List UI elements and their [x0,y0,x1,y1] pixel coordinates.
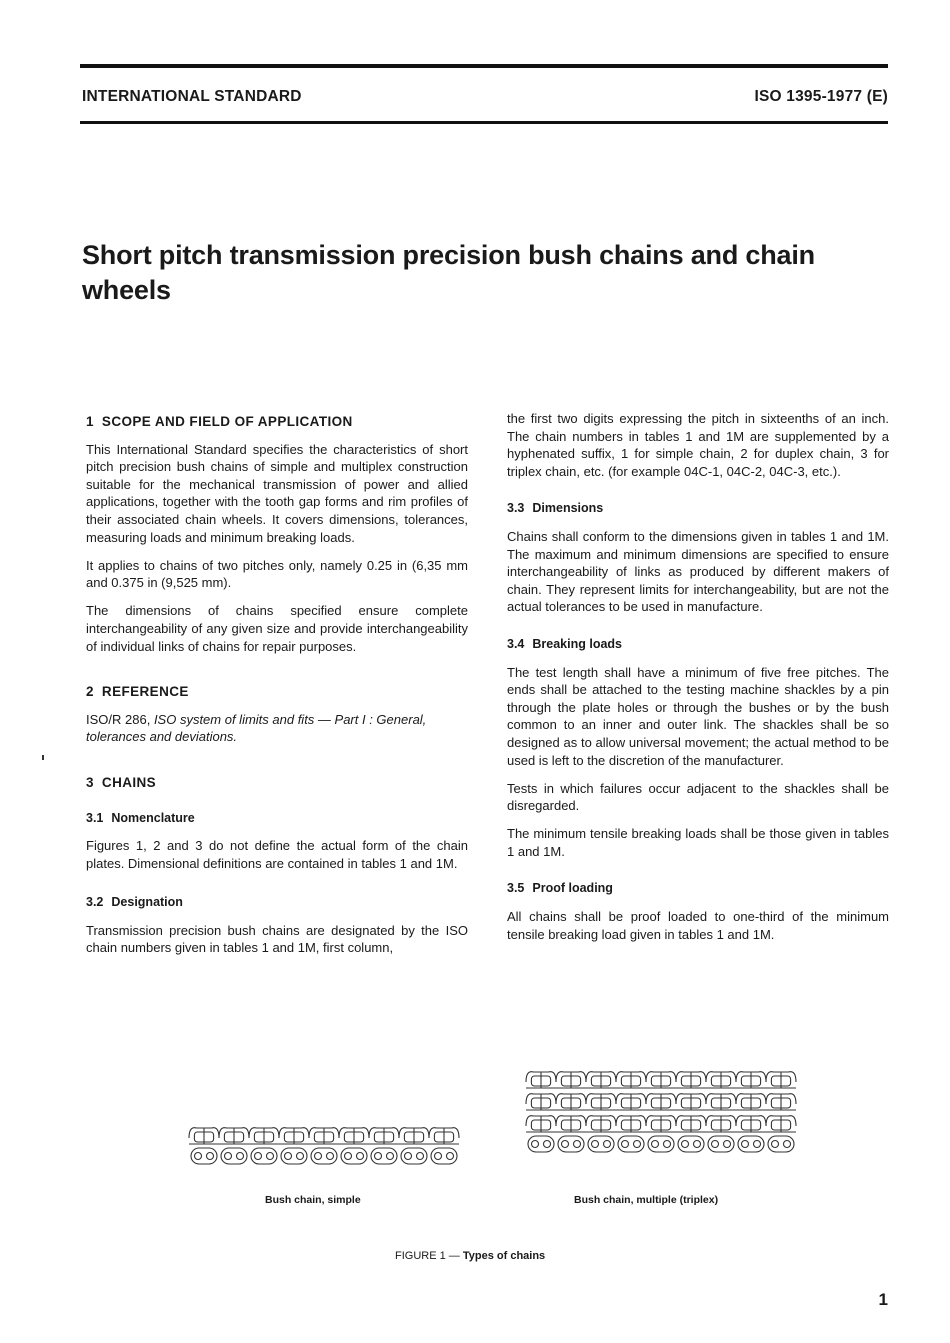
scope-paragraph-3: The dimensions of chains specified ensure complete interchangeability of any given size and provide interchangeability of individual links of chains for repair purposes. [86,603,468,654]
chain-plate-hole [387,1153,394,1160]
chain-plate-hole [724,1141,731,1148]
top-rule [80,64,888,68]
subsection-number: 3.4 [507,636,525,651]
subsection-heading-text: Designation [111,895,183,910]
chain-plate-hole [652,1141,659,1148]
chain-plate-hole [195,1153,202,1160]
subsection-heading-text: Breaking loads [532,636,623,651]
scope-paragraph-2: It applies to chains of two pitches only, namely 0.25 in (6,35 mm and 0.375 in (9,525 mm). [86,557,468,591]
subsection-number: 3.1 [86,810,104,825]
nomenclature-paragraph: Figures 1, 2 and 3 do not define the actual form of the chain plates. Dimensional definitions are contained in tables 1 and 1M. [86,838,468,871]
page-title: Short pitch transmission precision bush chains and chain wheels [82,240,815,305]
figure-label: FIGURE 1 — [395,1250,460,1262]
chain-plate-hole [417,1153,424,1160]
simple-chain-drawing [185,1122,465,1172]
chain-plate-hole [375,1153,382,1160]
section-3-4-heading [507,636,889,654]
simple-chain-caption: Bush chain, simple [265,1194,361,1206]
chain-plate-hole [237,1153,244,1160]
figure-caption [395,1250,545,1262]
chain-plate-hole [225,1153,232,1160]
section-3-5-heading [507,880,889,898]
subsection-heading-text: Nomenclature [111,810,195,825]
right-column [507,410,889,954]
reference-paragraph [86,711,468,746]
chain-plate-hole [207,1153,214,1160]
chain-plate-hole [285,1153,292,1160]
reference-code: ISO/R 286, [86,711,151,727]
subsection-number: 3.5 [507,881,525,896]
breaking-loads-paragraph-2: Tests in which failures occur adjacent to the shackles shall be disregarded. [507,780,889,814]
chain-plate-hole [592,1141,599,1148]
proof-loading-paragraph: All chains shall be proof loaded to one-third of the minimum tensile breaking load given in tables 1 and 1M. [507,909,889,942]
section-number: 2 [86,684,94,700]
figure-title: Types of chains [462,1250,546,1262]
left-column [86,410,468,968]
triplex-chain-drawing [522,1068,802,1172]
header-rule [80,121,888,124]
chain-plate-hole [267,1153,274,1160]
section-3-heading [86,774,468,792]
reference-title: ISO system of limits and fits — Part I : General, tolerances and deviations. [86,711,427,745]
chain-plate-hole [297,1153,304,1160]
document-type-label: INTERNATIONAL STANDARD [82,88,302,105]
section-heading-text: CHAINS [101,774,157,790]
section-heading-text: SCOPE AND FIELD OF APPLICATION [101,414,353,429]
chain-plate-hole [327,1153,334,1160]
standard-number: ISO 1395-1977 (E) [754,88,888,105]
chain-plate-hole [435,1153,442,1160]
chain-plate-hole [562,1141,569,1148]
chain-plate-hole [447,1153,454,1160]
chain-plate-hole [742,1141,749,1148]
section-3-3-heading [507,500,889,518]
chain-plate-hole [532,1141,539,1148]
designation-paragraph: Transmission precision bush chains are designated by the ISO chain numbers given in tables 1 and 1M, first column, [86,922,468,956]
margin-mark [42,755,44,760]
chain-plate-hole [772,1141,779,1148]
designation-paragraph-continued: the first two digits expressing the pitch in sixteenths of an inch. The chain numbers in tables 1 and 1M are supplemented by a hyphenated suffix, 1 for simple chain, 2 for duplex chain, 3 for triplex chain, etc. (for example 04C-1, 04C-2, 04C-3, etc.). [507,411,889,479]
subsection-heading-text: Proof loading [532,881,613,896]
breaking-loads-paragraph-1: The test length shall have a minimum of five free pitches. The ends shall be attached to the testing machine shackles by a pin through the plate holes or through the bushes or by the bush common to an inner and outer link. The shackles shall be so designed as to allow universal movement; the actual method to be used is left to the discretion of the manufacturer. [507,664,889,768]
subsection-number: 3.2 [86,895,104,910]
section-1-heading [86,413,468,431]
chain-plate-hole [405,1153,412,1160]
breaking-loads-paragraph-3: The minimum tensile breaking loads shall be those given in tables 1 and 1M. [507,826,889,859]
chain-plate-hole [574,1141,581,1148]
section-2-heading [86,683,468,701]
subsection-heading-text: Dimensions [532,501,604,516]
chain-plate-hole [345,1153,352,1160]
chain-plate-hole [315,1153,322,1160]
page-number: 1 [878,1290,888,1309]
chain-plate-hole [255,1153,262,1160]
chain-plate-hole [784,1141,791,1148]
section-number: 3 [86,774,94,790]
dimensions-paragraph: Chains shall conform to the dimensions given in tables 1 and 1M. The maximum and minimum dimensions are specified to ensure interchangeability of links as produced by different makers of chain. They represent limits for interchangeability, but are not the actual tolerances to be used in manufacture. [507,528,889,615]
section-heading-text: REFERENCE [101,684,189,700]
section-3-2-heading [86,894,468,912]
subsection-number: 3.3 [507,501,525,516]
chain-plate-hole [634,1141,641,1148]
chain-plate-hole [712,1141,719,1148]
chain-plate-hole [604,1141,611,1148]
chain-plate-hole [694,1141,701,1148]
section-3-1-heading [86,810,468,828]
chain-plate-hole [664,1141,671,1148]
triplex-chain-caption: Bush chain, multiple (triplex) [574,1194,719,1206]
chain-plate-hole [682,1141,689,1148]
chain-plate-hole [544,1141,551,1148]
chain-plate-hole [622,1141,629,1148]
scope-paragraph-1: This International Standard specifies the characteristics of short pitch precision bush chains of simple and multiplex construction suitable for the mechanical transmission of power and allied applications, together with the tooth gap forms and rim profiles of their associated chain wheels. It covers dimensions, tolerances, measuring loads and minimum breaking loads. [86,441,468,545]
section-number: 1 [86,414,94,429]
chain-plate-hole [357,1153,364,1160]
chain-plate-hole [754,1141,761,1148]
